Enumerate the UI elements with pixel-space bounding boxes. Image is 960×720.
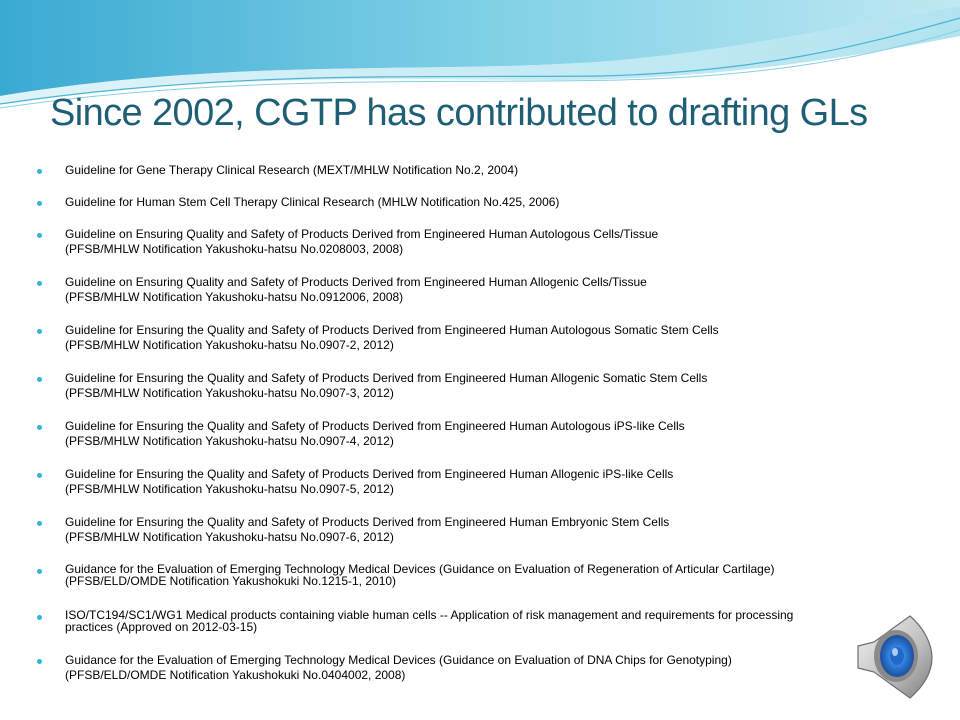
list-item [65,227,885,257]
list-item-line1: Guideline for Ensuring the Quality and Safety of Products Derived from Engineered Human Autologous Somatic Stem Cells [65,323,719,337]
list-item-line2: (PFSB/MHLW Notification Yakushoku-hatsu No.0907-5, 2012) [65,482,394,496]
bullet-icon [37,569,42,574]
list-item-line1: Guideline for Human Stem Cell Therapy Clinical Research (MHLW Notification No.425, 2006) [65,195,560,209]
list-item-line2: (PFSB/MHLW Notification Yakushoku-hatsu No.0208003, 2008) [65,242,404,256]
list-item [65,419,885,449]
list-item-line2: (PFSB/ELD/OMDE Notification Yakushokuki No.0404002, 2008) [65,668,406,682]
list-item-line1: Guidance for the Evaluation of Emerging Technology Medical Devices (Guidance on Evaluation of Regeneration of Articular Cartilage) [65,562,775,576]
list-item [65,371,885,401]
list-item [65,653,885,683]
list-item-line2: practices (Approved on 2012-03-15) [65,620,258,634]
bullet-icon [37,169,42,174]
list-item-line2: (PFSB/MHLW Notification Yakushoku-hatsu No.0907-2, 2012) [65,338,394,352]
list-item-line1: ISO/TC194/SC1/WG1 Medical products containing viable human cells -- Application of risk management and requirements for processing [65,608,794,622]
list-item-line1: Guideline for Ensuring the Quality and Safety of Products Derived from Engineered Human Allogenic Somatic Stem Cells [65,371,708,385]
list-item-line1: Guideline on Ensuring Quality and Safety of Products Derived from Engineered Human Autologous Cells/Tissue [65,227,659,241]
slide-title: Since 2002, CGTP has contributed to drafting GLs [50,92,868,134]
list-item [65,195,885,210]
list-item [65,563,885,587]
list-item-line1: Guideline for Gene Therapy Clinical Research (MEXT/MHLW Notification No.2, 2004) [65,163,519,177]
list-item-line1: Guidance for the Evaluation of Emerging Technology Medical Devices (Guidance on Evaluation of DNA Chips for Genotyping) [65,653,732,667]
list-item [65,467,885,497]
list-item [65,323,885,353]
bullet-icon [37,659,42,664]
list-item-line1: Guideline for Ensuring the Quality and Safety of Products Derived from Engineered Human Allogenic iPS-like Cells [65,467,674,481]
bullet-icon [37,233,42,238]
bullet-icon [37,615,42,620]
list-item-line2: (PFSB/MHLW Notification Yakushoku-hatsu No.0907-4, 2012) [65,434,394,448]
list-item [65,515,885,545]
list-item [65,609,885,633]
list-item-line1: Guideline for Ensuring the Quality and Safety of Products Derived from Engineered Human Autologous iPS-like Cells [65,419,685,433]
list-item [65,163,885,178]
list-item-line1: Guideline for Ensuring the Quality and Safety of Products Derived from Engineered Human Embryonic Stem Cells [65,515,670,529]
bullet-icon [37,425,42,430]
bullet-icon [37,281,42,286]
bullet-icon [37,329,42,334]
bullet-icon [37,521,42,526]
list-item-line2: (PFSB/ELD/OMDE Notification Yakushokuki No.1215-1, 2010) [65,574,397,588]
bullet-icon [37,201,42,206]
list-item [65,275,885,305]
speaker-icon[interactable] [852,612,940,700]
bullet-icon [37,473,42,478]
list-item-line2: (PFSB/MHLW Notification Yakushoku-hatsu No.0907-3, 2012) [65,386,394,400]
list-item-line1: Guideline on Ensuring Quality and Safety of Products Derived from Engineered Human Allogenic Cells/Tissue [65,275,647,289]
list-item-line2: (PFSB/MHLW Notification Yakushoku-hatsu No.0907-6, 2012) [65,530,394,544]
list-item-line2: (PFSB/MHLW Notification Yakushoku-hatsu No.0912006, 2008) [65,290,404,304]
bullet-icon [37,377,42,382]
